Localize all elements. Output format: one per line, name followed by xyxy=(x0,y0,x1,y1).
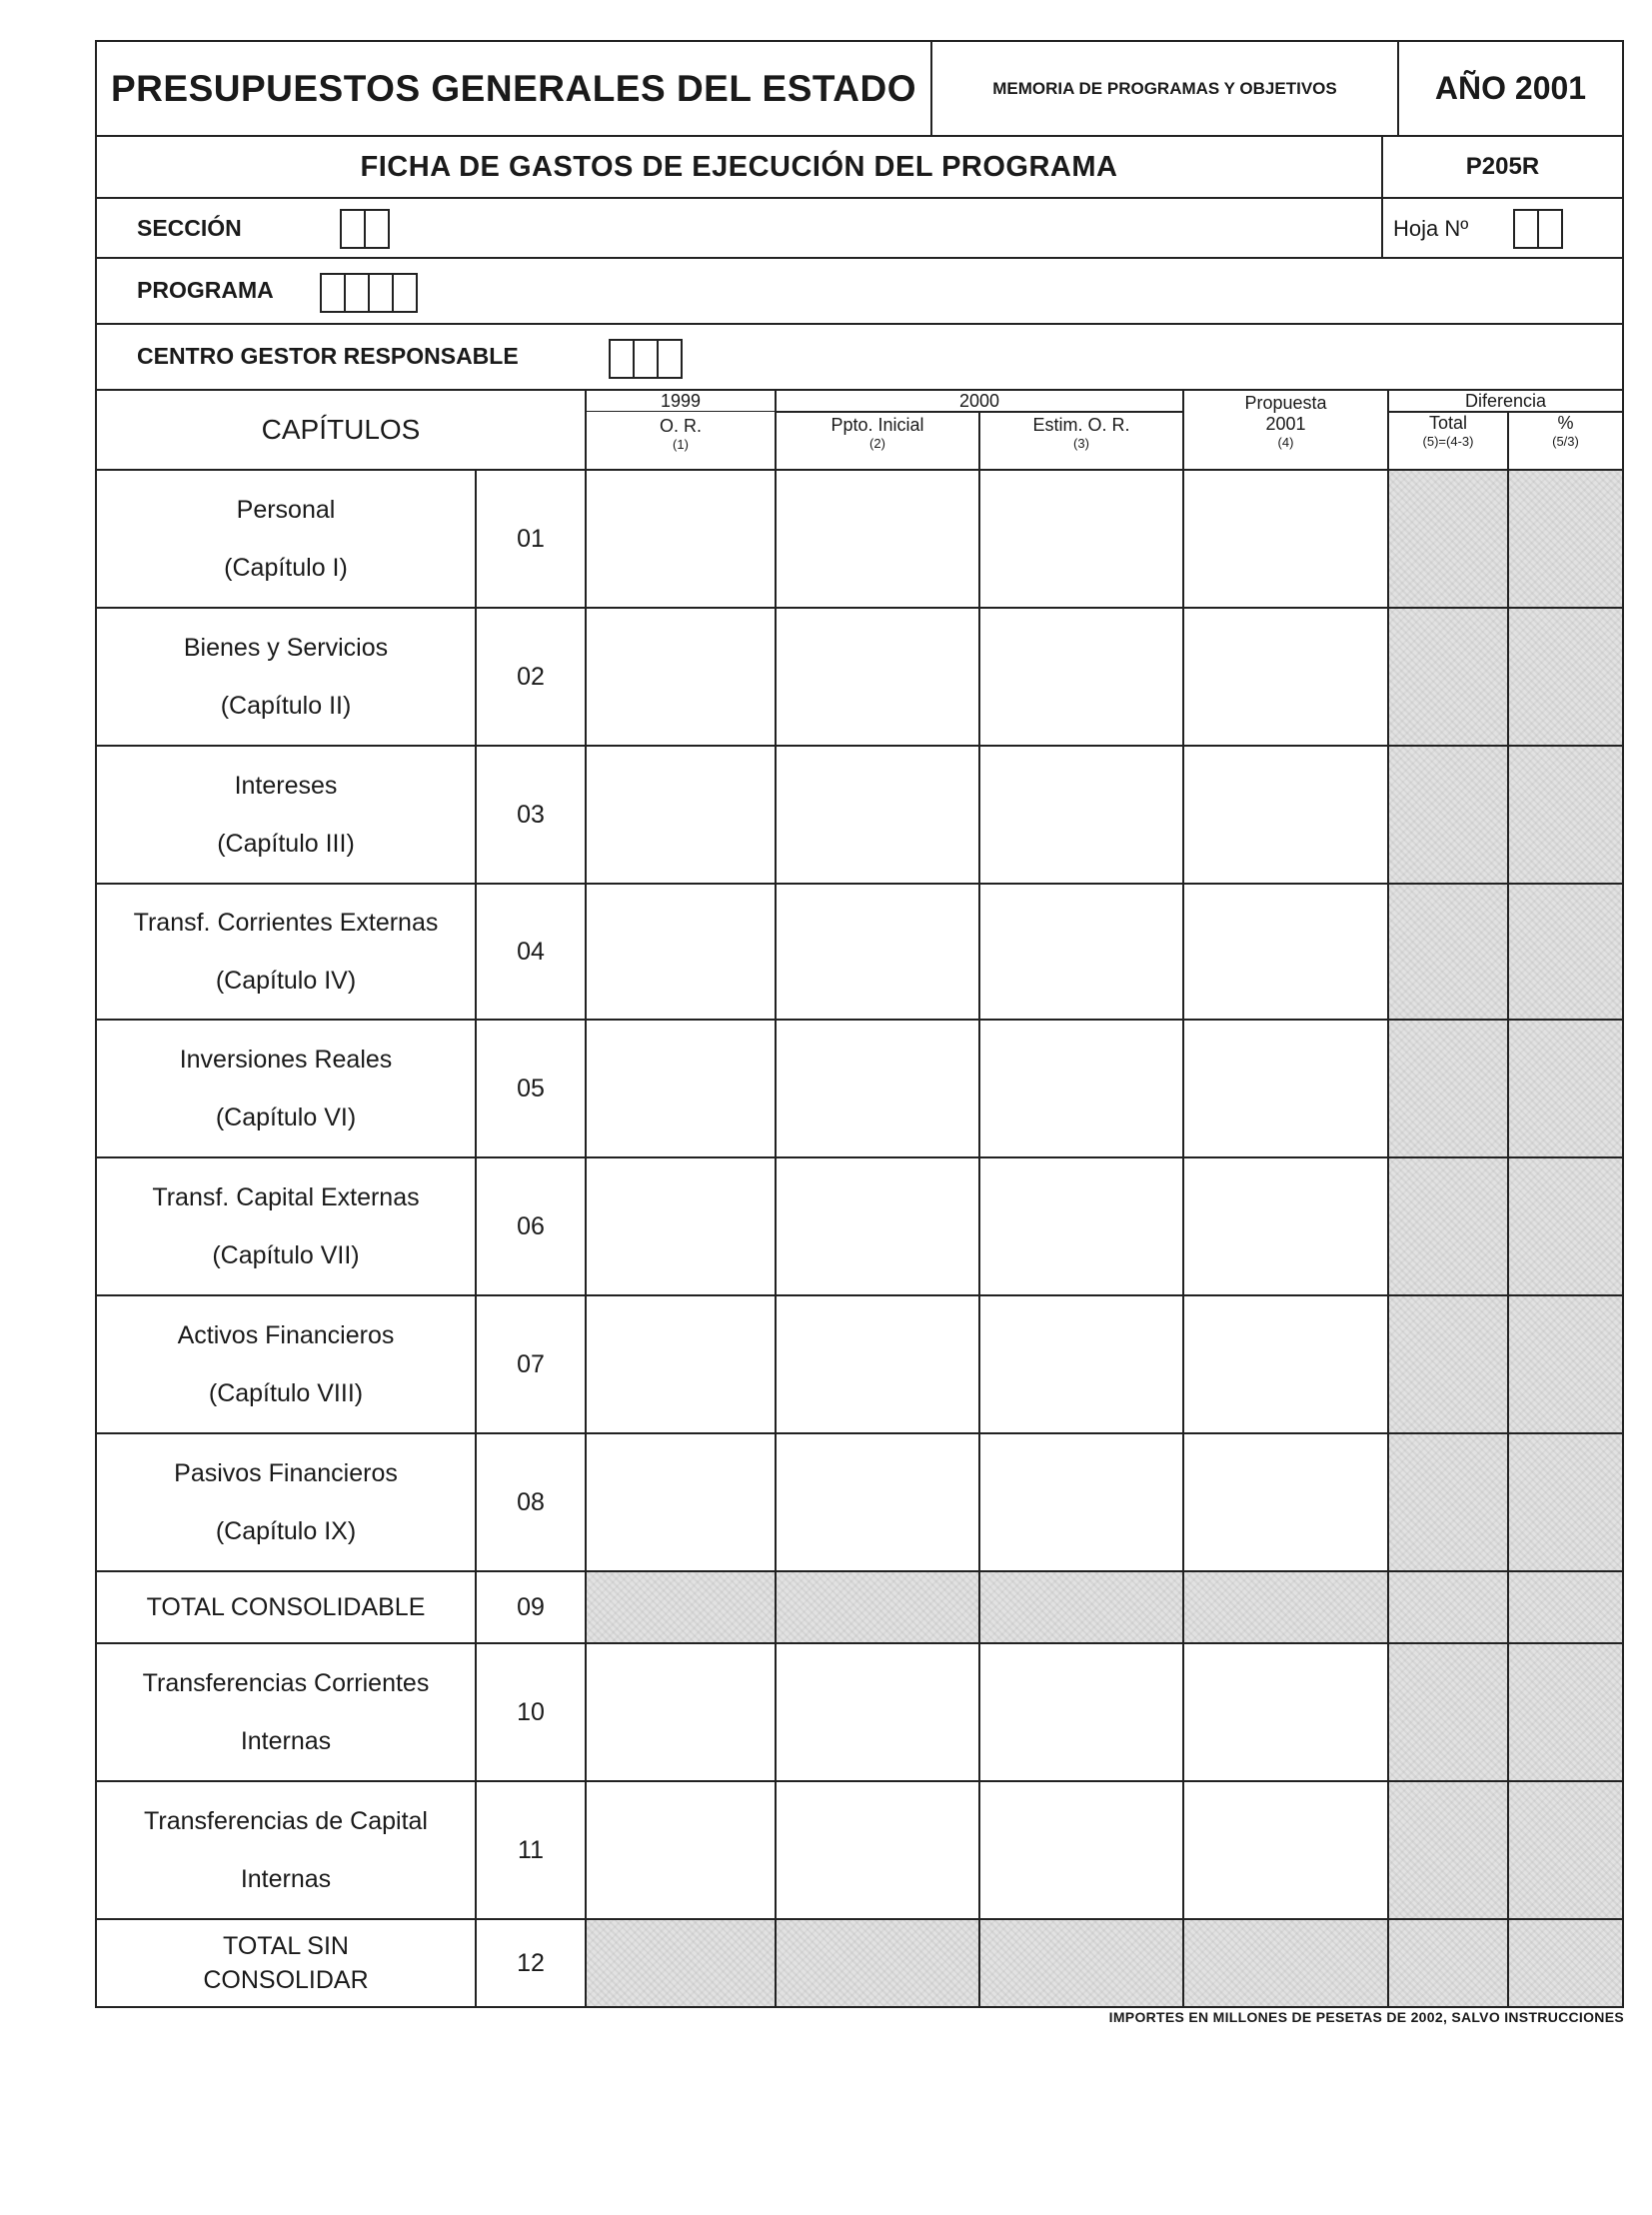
group-2000-label: 2000 xyxy=(777,391,1182,413)
cell-ppto-inicial[interactable] xyxy=(777,1644,980,1780)
cell-ppto-inicial[interactable] xyxy=(777,1021,980,1156)
hoja-input[interactable] xyxy=(1513,209,1563,249)
row-chapter-label xyxy=(97,1434,477,1570)
row-chapter-line2: (Capítulo VIII) xyxy=(208,1379,364,1407)
row-chapter-line1: Transf. Corrientes Externas xyxy=(133,909,439,937)
row-chapter-line2: (Capítulo I) xyxy=(224,554,348,582)
cell-or-1999[interactable] xyxy=(587,885,777,1019)
cell-diferencia-pct xyxy=(1509,1021,1622,1156)
cell-or-1999[interactable] xyxy=(587,471,777,607)
col2-ref: (2) xyxy=(869,436,885,451)
cell-diferencia-total xyxy=(1389,1920,1509,2006)
seccion-row xyxy=(95,197,1624,257)
cell-ppto-inicial xyxy=(777,1572,980,1642)
col-total-header xyxy=(1389,413,1509,469)
row-code: 10 xyxy=(477,1644,587,1780)
cell-ppto-inicial[interactable] xyxy=(777,1158,980,1294)
row-code: 01 xyxy=(477,471,587,607)
col3-ref: (3) xyxy=(1073,436,1089,451)
seccion-label: SECCIÓN xyxy=(137,215,242,241)
row-chapter-line2: (Capítulo III) xyxy=(217,830,355,858)
col2-name: Ppto. Inicial xyxy=(830,415,924,435)
row-code: 12 xyxy=(477,1920,587,2006)
cell-diferencia-total xyxy=(1389,1782,1509,1918)
row-chapter-line2: Internas xyxy=(240,1727,332,1755)
row-chapter-line2: (Capítulo VI) xyxy=(215,1104,357,1131)
cell-diferencia-pct xyxy=(1509,1158,1622,1294)
col-ppto-header xyxy=(777,413,980,469)
row-chapter-label xyxy=(97,1920,477,2006)
cell-diferencia-total xyxy=(1389,885,1509,1019)
table-row xyxy=(97,885,1622,1021)
cell-estim-or[interactable] xyxy=(980,609,1184,745)
cell-propuesta-2001[interactable] xyxy=(1184,885,1389,1019)
col5-ref: (5)=(4-3) xyxy=(1422,434,1474,449)
capitulos-header: CAPÍTULOS xyxy=(97,391,587,469)
row-chapter-line1: Transf. Capital Externas xyxy=(152,1183,420,1211)
cell-diferencia-total xyxy=(1389,1572,1509,1642)
cell-propuesta-2001 xyxy=(1184,1920,1389,2006)
row-chapter-line1: TOTAL CONSOLIDABLE xyxy=(146,1593,426,1621)
cell-estim-or xyxy=(980,1920,1184,2006)
cell-estim-or[interactable] xyxy=(980,1434,1184,1570)
table-row xyxy=(97,609,1622,747)
centro-input[interactable] xyxy=(609,339,683,379)
cell-estim-or[interactable] xyxy=(980,1158,1184,1294)
cell-ppto-inicial[interactable] xyxy=(777,1296,980,1432)
row-code: 06 xyxy=(477,1158,587,1294)
row-chapter-label xyxy=(97,471,477,607)
group-diferencia-header xyxy=(1389,391,1622,469)
cell-diferencia-pct xyxy=(1509,1572,1622,1642)
table-row xyxy=(97,471,1622,609)
row-code: 03 xyxy=(477,747,587,883)
year-label: AÑO 2001 xyxy=(1434,70,1587,106)
col-1999-header xyxy=(587,391,777,469)
cell-diferencia-pct xyxy=(1509,1782,1622,1918)
cell-or-1999[interactable] xyxy=(587,1296,777,1432)
row-chapter-line1: Intereses xyxy=(234,772,338,800)
col5-name: Total xyxy=(1428,413,1468,433)
cell-or-1999[interactable] xyxy=(587,1158,777,1294)
row-chapter-line1: Pasivos Financieros xyxy=(174,1459,398,1487)
row-chapter-line1: Personal xyxy=(236,496,336,524)
col-pct-header xyxy=(1509,413,1622,469)
row-chapter-line2: (Capítulo IX) xyxy=(215,1517,357,1545)
table-header xyxy=(97,391,1622,471)
footer-note: IMPORTES EN MILLONES DE PESETAS DE 2002, SALVO INSTRUCCIONES xyxy=(1108,2009,1624,2025)
cell-diferencia-pct xyxy=(1509,609,1622,745)
row-chapter-line1: Bienes y Servicios xyxy=(183,634,389,662)
cell-or-1999[interactable] xyxy=(587,609,777,745)
centro-label: CENTRO GESTOR RESPONSABLE xyxy=(137,343,519,369)
table-row xyxy=(97,1434,1622,1572)
row-chapter-line2: (Capítulo IV) xyxy=(215,967,357,995)
cell-or-1999[interactable] xyxy=(587,1644,777,1780)
row-chapter-line1: TOTAL SIN xyxy=(223,1932,349,1960)
cell-estim-or xyxy=(980,1572,1184,1642)
table-row xyxy=(97,1782,1622,1920)
cell-or-1999[interactable] xyxy=(587,1021,777,1156)
row-chapter-label xyxy=(97,747,477,883)
cell-diferencia-pct xyxy=(1509,1296,1622,1432)
form-title: PRESUPUESTOS GENERALES DEL ESTADO xyxy=(97,42,932,135)
row-chapter-label xyxy=(97,609,477,745)
group-2000-header xyxy=(777,391,1184,469)
col6-name: % xyxy=(1557,413,1574,433)
row-chapter-line1: Inversiones Reales xyxy=(179,1046,393,1074)
row-code: 02 xyxy=(477,609,587,745)
col1-name: O. R. xyxy=(659,416,702,436)
cell-propuesta-2001[interactable] xyxy=(1184,1296,1389,1432)
cell-diferencia-total xyxy=(1389,1021,1509,1156)
cell-ppto-inicial xyxy=(777,1920,980,2006)
table-row xyxy=(97,1644,1622,1782)
cell-diferencia-total xyxy=(1389,1434,1509,1570)
cell-diferencia-total xyxy=(1389,747,1509,883)
row-chapter-line2: (Capítulo VII) xyxy=(212,1241,360,1269)
row-code: 11 xyxy=(477,1782,587,1918)
cell-propuesta-2001[interactable] xyxy=(1184,1158,1389,1294)
cell-ppto-inicial[interactable] xyxy=(777,747,980,883)
hoja-label: Hoja Nº xyxy=(1393,216,1469,241)
row-chapter-line1: Transferencias Corrientes xyxy=(142,1669,430,1697)
col6-ref: (5/3) xyxy=(1552,434,1579,449)
cell-or-1999[interactable] xyxy=(587,1782,777,1918)
cell-propuesta-2001[interactable] xyxy=(1184,609,1389,745)
row-chapter-line2: Internas xyxy=(240,1865,332,1893)
memoria-label: MEMORIA DE PROGRAMAS Y OBJETIVOS xyxy=(932,42,1399,135)
cell-diferencia-pct xyxy=(1509,885,1622,1019)
table-row xyxy=(97,1920,1622,2006)
row-code: 04 xyxy=(477,885,587,1019)
cell-ppto-inicial[interactable] xyxy=(777,885,980,1019)
row-code: 09 xyxy=(477,1572,587,1642)
programa-label: PROGRAMA xyxy=(137,277,274,303)
cell-ppto-inicial[interactable] xyxy=(777,471,980,607)
cell-estim-or[interactable] xyxy=(980,1782,1184,1918)
cell-propuesta-2001[interactable] xyxy=(1184,1782,1389,1918)
row-code: 07 xyxy=(477,1296,587,1432)
cell-propuesta-2001 xyxy=(1184,1572,1389,1642)
form-header xyxy=(95,40,1624,135)
cell-diferencia-pct xyxy=(1509,471,1622,607)
cell-diferencia-pct xyxy=(1509,1920,1622,2006)
cell-estim-or[interactable] xyxy=(980,471,1184,607)
row-chapter-label xyxy=(97,1296,477,1432)
centro-row xyxy=(95,323,1624,389)
table-row xyxy=(97,1296,1622,1434)
form-subheader xyxy=(95,135,1624,197)
group-diferencia-label: Diferencia xyxy=(1389,391,1622,413)
table-row xyxy=(97,1021,1622,1158)
budget-form xyxy=(95,40,1624,2025)
cell-estim-or[interactable] xyxy=(980,1644,1184,1780)
row-chapter-label xyxy=(97,1021,477,1156)
row-chapter-line1: Activos Financieros xyxy=(177,1321,395,1349)
cell-propuesta-2001[interactable] xyxy=(1184,747,1389,883)
cell-ppto-inicial[interactable] xyxy=(777,609,980,745)
col3-name: Estim. O. R. xyxy=(1032,415,1130,435)
cell-estim-or[interactable] xyxy=(980,885,1184,1019)
cell-diferencia-total xyxy=(1389,609,1509,745)
col4-name: Propuesta xyxy=(1244,393,1327,413)
row-chapter-line2: CONSOLIDAR xyxy=(203,1966,369,1994)
row-chapter-line2: (Capítulo II) xyxy=(220,692,352,720)
cell-propuesta-2001[interactable] xyxy=(1184,1644,1389,1780)
col1-year: 1999 xyxy=(587,391,775,412)
cell-diferencia-total xyxy=(1389,1158,1509,1294)
col-propuesta-header xyxy=(1184,391,1389,469)
col-estim-header xyxy=(980,413,1182,469)
cell-estim-or[interactable] xyxy=(980,1296,1184,1432)
programa-row xyxy=(95,257,1624,323)
row-chapter-label xyxy=(97,1572,477,1642)
table-row xyxy=(97,1158,1622,1296)
row-chapter-label xyxy=(97,1158,477,1294)
programa-input[interactable] xyxy=(320,273,418,313)
table-row xyxy=(97,747,1622,885)
col1-ref: (1) xyxy=(673,437,689,452)
cell-estim-or[interactable] xyxy=(980,1021,1184,1156)
row-chapter-label xyxy=(97,1782,477,1918)
chapters-table xyxy=(95,389,1624,2008)
row-code: 05 xyxy=(477,1021,587,1156)
cell-diferencia-pct xyxy=(1509,1434,1622,1570)
seccion-input[interactable] xyxy=(340,209,390,249)
cell-or-1999 xyxy=(587,1572,777,1642)
cell-or-1999[interactable] xyxy=(587,747,777,883)
cell-estim-or[interactable] xyxy=(980,747,1184,883)
row-chapter-line1: Transferencias de Capital xyxy=(144,1807,428,1835)
cell-ppto-inicial[interactable] xyxy=(777,1782,980,1918)
cell-or-1999[interactable] xyxy=(587,1434,777,1570)
table-row xyxy=(97,1572,1622,1644)
cell-propuesta-2001[interactable] xyxy=(1184,1434,1389,1570)
row-chapter-label xyxy=(97,885,477,1019)
cell-propuesta-2001[interactable] xyxy=(1184,471,1389,607)
cell-diferencia-total xyxy=(1389,471,1509,607)
form-code: P205R xyxy=(1465,153,1540,180)
cell-diferencia-total xyxy=(1389,1644,1509,1780)
row-chapter-label xyxy=(97,1644,477,1780)
cell-propuesta-2001[interactable] xyxy=(1184,1021,1389,1156)
cell-diferencia-total xyxy=(1389,1296,1509,1432)
col4-year: 2001 xyxy=(1265,414,1306,434)
cell-ppto-inicial[interactable] xyxy=(777,1434,980,1570)
table-body xyxy=(97,471,1622,2006)
cell-diferencia-pct xyxy=(1509,1644,1622,1780)
form-subtitle: FICHA DE GASTOS DE EJECUCIÓN DEL PROGRAMA xyxy=(97,137,1383,197)
row-code: 08 xyxy=(477,1434,587,1570)
cell-diferencia-pct xyxy=(1509,747,1622,883)
col4-ref: (4) xyxy=(1277,435,1294,450)
cell-or-1999 xyxy=(587,1920,777,2006)
